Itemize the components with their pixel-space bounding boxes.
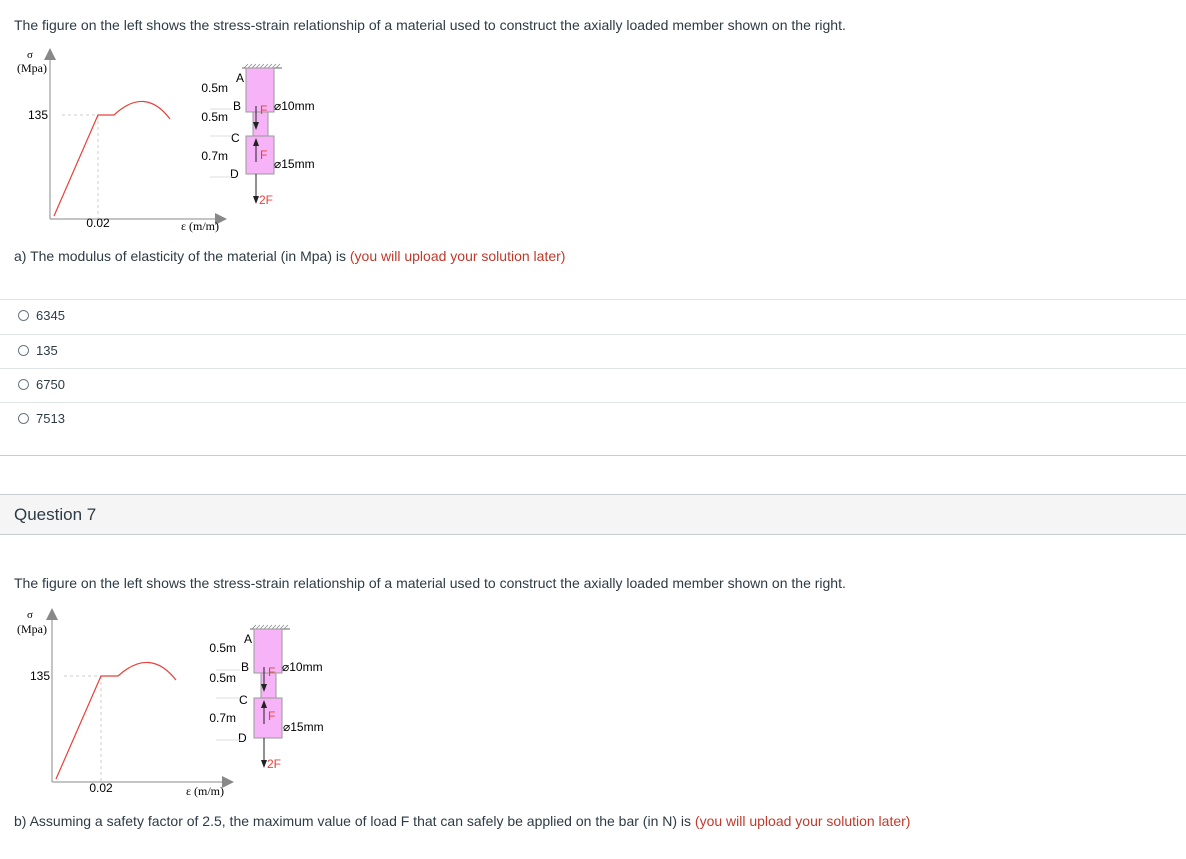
option-label: 135 [36,343,58,358]
stress-value: 135 [27,108,48,122]
q7-prompt-line [14,813,910,829]
sigma-unit: (Mpa) [17,622,47,636]
point-d: D [230,167,239,181]
option-label: 7513 [36,411,65,426]
strain-label: ε (m/m) [185,784,225,798]
q6-note: (you will upload your solution later) [349,248,566,264]
question-7-header [0,494,1186,535]
load-f-b: F [268,665,276,679]
length-ab: 0.5m [201,81,228,95]
point-c: C [231,131,240,145]
answer-option-2[interactable] [0,334,1186,368]
q6-prompt-line [14,248,565,264]
answer-option-4[interactable] [0,402,1186,436]
sigma-label: σ [27,49,33,61]
radio-button[interactable] [18,379,29,390]
sigma-label: σ [27,609,33,621]
load-2f: 2F [259,193,274,207]
length-bc: 0.5m [201,110,228,124]
load-f-c: F [268,709,276,723]
question-divider [0,455,1186,456]
point-c: C [239,693,248,707]
question-title: Question 7 [14,505,97,524]
point-d: D [238,731,247,745]
load-2f: 2F [267,757,282,771]
radio-button[interactable] [18,310,29,321]
strain-value: 0.02 [89,781,113,795]
q7-intro: The figure on the left shows the stress-strain relationship of a material used to construct the axially loaded member shown on the right. [14,575,846,591]
q7-note: (you will upload your solution later) [694,813,911,829]
q6-intro: The figure on the left shows the stress-strain relationship of a material used to construct the axially loaded member shown on the right. [14,17,846,33]
q6-prompt: a) The modulus of elasticity of the material (in Mpa) is [14,248,346,264]
wall-hatch [252,625,288,629]
stress-strain-curve [56,662,176,779]
diameter-bottom: ⌀15mm [274,157,315,171]
q6-figure [10,44,340,244]
stress-strain-curve [54,101,170,216]
load-f-b: F [260,103,268,117]
point-a: A [244,632,253,646]
point-b: B [233,99,242,113]
radio-button[interactable] [18,345,29,356]
diameter-top: ⌀10mm [282,660,323,674]
length-ab: 0.5m [209,641,236,655]
diameter-top: ⌀10mm [274,99,315,113]
point-a: A [236,71,245,85]
radio-button[interactable] [18,413,29,424]
length-bc: 0.5m [209,671,236,685]
stress-value: 135 [29,669,50,683]
y-axis-arrow-icon [44,48,56,60]
wall-hatch [244,64,280,68]
diameter-bottom: ⌀15mm [283,720,324,734]
y-axis-arrow-icon [46,608,58,620]
strain-value: 0.02 [86,216,110,230]
length-cd: 0.7m [201,149,228,163]
answer-option-3[interactable] [0,368,1186,402]
sigma-unit: (Mpa) [17,61,47,75]
q7-prompt: b) Assuming a safety factor of 2.5, the maximum value of load F that can safely be applied on the bar (in N) is [14,813,692,829]
option-label: 6345 [36,308,65,323]
option-label: 6750 [36,377,65,392]
strain-label: ε (m/m) [180,219,220,233]
answer-option-1[interactable] [0,299,1186,333]
length-cd: 0.7m [209,711,236,725]
point-b: B [241,660,250,674]
q7-figure [10,604,350,809]
load-f-c: F [260,148,268,162]
